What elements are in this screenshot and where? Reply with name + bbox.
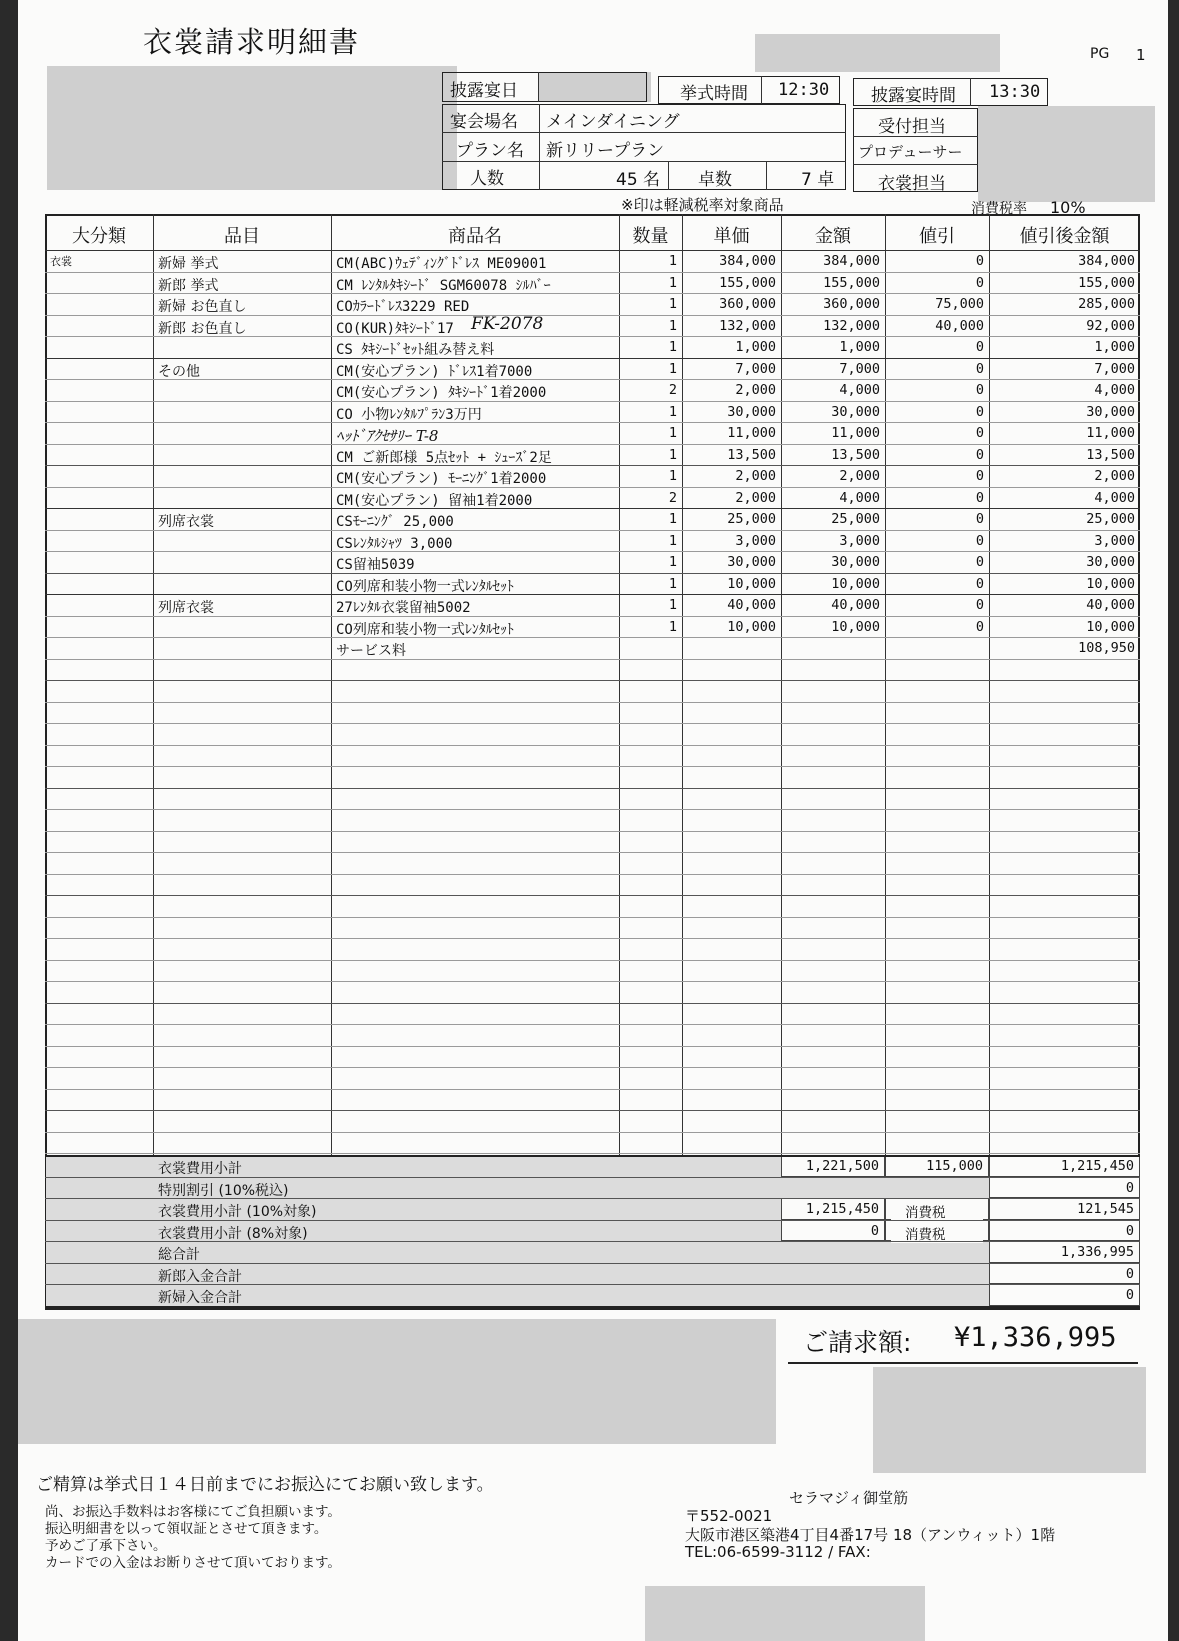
cell-disc: 0 <box>975 360 984 377</box>
cell-qty: 1 <box>668 403 677 420</box>
cell-product: CM(安心プラン) ﾄﾞﾚｽ1着7000 <box>336 363 533 380</box>
cell-cat: 衣裳 <box>50 255 72 268</box>
producer-label: プロデューサー <box>858 143 963 161</box>
cell-amount: 384,000 <box>823 253 880 269</box>
summary-net: 0 <box>995 1287 1134 1303</box>
reception-time-label: 披露宴時間 <box>871 86 956 106</box>
cell-disc: 40,000 <box>935 317 984 334</box>
total-amount: ¥1,336,995 <box>954 1322 1117 1353</box>
cell-unit: 30,000 <box>727 403 776 420</box>
redacted-block <box>47 66 457 190</box>
summary-net: 1,336,995 <box>995 1244 1134 1260</box>
cell-amount: 155,000 <box>823 274 880 291</box>
cell-qty: 1 <box>668 317 677 334</box>
cell-product: CM(安心プラン) ﾀｷｼｰﾄﾞ1着2000 <box>336 385 547 401</box>
redacted-block <box>645 1586 925 1641</box>
cell-net: 30,000 <box>1086 554 1135 570</box>
cell-disc: 75,000 <box>935 296 984 312</box>
cell-qty: 1 <box>668 511 677 527</box>
cell-item: 新郎 お色直し <box>158 320 247 337</box>
summary-net: 1,215,450 <box>995 1158 1134 1174</box>
cell-net: 3,000 <box>1094 532 1135 549</box>
cell-disc: 0 <box>975 511 984 527</box>
summary-label: 総合計 <box>158 1247 200 1263</box>
cell-amount: 30,000 <box>831 403 880 420</box>
cell-qty: 1 <box>668 274 677 291</box>
cell-qty: 1 <box>668 575 677 592</box>
reception-staff-label: 受付担当 <box>878 117 946 137</box>
column-header: 商品名 <box>448 226 502 247</box>
company-name: セラマジィ御堂筋 <box>789 1489 909 1507</box>
guests-value: 45 名 <box>616 170 661 190</box>
reception-date-label: 披露宴日 <box>450 81 518 101</box>
summary-label: 新婦入金合計 <box>158 1290 242 1306</box>
cell-net: 108,950 <box>1078 640 1135 656</box>
cell-product: CS ﾀｷｼｰﾄﾞｾｯﾄ組み替え料 <box>336 342 495 358</box>
column-header: 大分類 <box>72 226 126 247</box>
cell-unit: 2,000 <box>735 468 776 484</box>
cell-qty: 1 <box>668 296 677 312</box>
venue-value: メインダイニング <box>546 112 680 132</box>
cell-unit: 10,000 <box>727 575 776 592</box>
cell-unit: 30,000 <box>727 554 776 570</box>
cell-amount: 11,000 <box>831 425 880 441</box>
cell-net: 40,000 <box>1086 597 1135 613</box>
summary-disc: 115,000 <box>891 1158 983 1174</box>
ceremony-time-value: 12:30 <box>778 80 830 100</box>
cell-product: CM ご新郎様 5点ｾｯﾄ + ｼｭｰｽﾞ2足 <box>336 449 552 466</box>
cell-product: サービス料 <box>336 643 406 659</box>
cell-qty: 1 <box>668 618 677 635</box>
cell-net: 10,000 <box>1086 575 1135 592</box>
summary-net: 0 <box>995 1266 1134 1282</box>
cell-disc: 0 <box>975 532 984 549</box>
cell-disc: 0 <box>975 575 984 592</box>
summary-amount: 0 <box>787 1223 879 1239</box>
reception-time-value: 13:30 <box>989 82 1041 102</box>
cell-net: 25,000 <box>1086 511 1135 527</box>
cell-item: 新郎 挙式 <box>158 277 219 294</box>
cell-amount: 4,000 <box>839 382 880 398</box>
cell-qty: 1 <box>668 532 677 549</box>
cell-unit: 10,000 <box>727 618 776 635</box>
summary-label: 衣裳費用小計 <box>158 1161 242 1177</box>
cell-disc: 0 <box>975 274 984 291</box>
cell-qty: 2 <box>668 382 677 398</box>
cell-disc: 0 <box>975 446 984 463</box>
cell-product: CO(KUR)ﾀｷｼｰﾄﾞ17 <box>336 320 454 337</box>
cell-unit: 11,000 <box>727 425 776 441</box>
cell-net: 384,000 <box>1078 253 1135 269</box>
cell-amount: 1,000 <box>839 339 880 355</box>
cell-item: 新婦 お色直し <box>158 299 247 315</box>
cell-unit: 3,000 <box>735 532 776 549</box>
cell-amount: 3,000 <box>839 532 880 549</box>
cell-product: CM(ABC)ｳｪﾃﾞｨﾝｸﾞﾄﾞﾚｽ ME09001 <box>336 256 547 272</box>
company-postal: 〒552-0021 <box>685 1507 773 1525</box>
summary-label: 衣裳費用小計 (10%対象) <box>158 1204 317 1220</box>
column-header: 単価 <box>713 226 750 247</box>
cell-amount: 10,000 <box>831 618 880 635</box>
summary-disc: 消費税 <box>891 1223 983 1243</box>
cell-qty: 2 <box>668 489 677 506</box>
payment-notice: ご精算は挙式日１４日前までにお振込にてお願い致します。 <box>36 1475 494 1495</box>
cell-unit: 40,000 <box>727 597 776 613</box>
redacted-block <box>755 34 1000 72</box>
redacted-block <box>873 1367 1146 1473</box>
page-label: PG <box>1090 46 1110 62</box>
cell-product: CSﾓｰﾆﾝｸﾞ 25,000 <box>336 514 454 530</box>
footer-note: カードでの入金はお断りさせて頂いております。 <box>45 1555 341 1571</box>
column-header: 値引 <box>919 226 955 247</box>
guests-label: 人数 <box>470 169 504 189</box>
cell-unit: 384,000 <box>719 253 776 269</box>
cell-qty: 1 <box>668 597 677 613</box>
cell-qty: 1 <box>668 360 677 377</box>
cell-unit: 25,000 <box>727 511 776 527</box>
cell-disc: 0 <box>975 382 984 398</box>
summary-disc: 消費税 <box>891 1201 983 1221</box>
cell-product: 27ﾚﾝﾀﾙ衣裳留袖5002 <box>336 600 471 616</box>
cell-amount: 40,000 <box>831 597 880 613</box>
company-address: 大阪市港区築港4丁目4番17号 18（アンウィット）1階 <box>685 1526 1056 1544</box>
summary-label: 特別割引 (10%税込) <box>158 1182 289 1199</box>
cell-disc: 0 <box>975 339 984 355</box>
cell-product: CM(安心プラン) ﾓｰﾆﾝｸﾞ1着2000 <box>336 471 547 487</box>
total-label: ご請求額: <box>803 1328 912 1357</box>
summary-amount: 1,215,450 <box>787 1201 879 1217</box>
cell-unit: 132,000 <box>719 317 776 334</box>
cell-product: CO 小物ﾚﾝﾀﾙﾌﾟﾗﾝ3万円 <box>336 406 482 423</box>
cell-item: その他 <box>158 363 200 380</box>
footer-note: 尚、お振込手数料はお客様にてご負担願います。 <box>45 1504 341 1520</box>
cell-net: 92,000 <box>1086 317 1135 334</box>
redacted-block <box>978 106 1155 202</box>
summary-label: 衣裳費用小計 (8%対象) <box>158 1225 308 1242</box>
tables-value: 7 卓 <box>801 170 835 190</box>
cell-net: 7,000 <box>1094 360 1135 377</box>
cell-qty: 1 <box>668 253 677 269</box>
cell-unit: 2,000 <box>735 382 776 398</box>
cell-disc: 0 <box>975 468 984 484</box>
cell-product: CM(安心プラン) 留袖1着2000 <box>336 492 533 509</box>
tax-rate-label: 消費税率 <box>971 201 1027 217</box>
cell-amount: 25,000 <box>831 511 880 527</box>
cell-product: CM ﾚﾝﾀﾙﾀｷｼｰﾄﾞ SGM60078 ｼﾙﾊﾞｰ <box>336 277 551 294</box>
cell-qty: 1 <box>668 425 677 441</box>
cell-unit: 2,000 <box>735 489 776 506</box>
cell-net: 11,000 <box>1086 425 1135 441</box>
summary-net: 121,545 <box>995 1201 1134 1217</box>
cell-net: 155,000 <box>1078 274 1135 291</box>
cell-qty: 1 <box>668 554 677 570</box>
costume-staff-label: 衣裳担当 <box>878 174 946 194</box>
cell-item: 新婦 挙式 <box>158 256 219 272</box>
cell-qty: 1 <box>668 468 677 484</box>
cell-unit: 360,000 <box>719 296 776 312</box>
cell-product: CSﾚﾝﾀﾙｼｬﾂ 3,000 <box>336 535 453 552</box>
ceremony-time-label: 挙式時間 <box>680 84 748 104</box>
page-number: 1 <box>1136 46 1146 64</box>
cell-net: 4,000 <box>1094 382 1135 398</box>
cell-disc: 0 <box>975 597 984 613</box>
footer-note: 振込明細書を以って領収証とさせて頂きます。 <box>45 1521 328 1537</box>
cell-product: COｶﾗｰﾄﾞﾚｽ3229 RED <box>336 299 470 315</box>
cell-disc: 0 <box>975 403 984 420</box>
column-header: 値引後金額 <box>1019 226 1110 247</box>
cell-qty: 1 <box>668 339 677 355</box>
summary-amount: 1,221,500 <box>787 1158 879 1174</box>
reduced-tax-note: ※印は軽減税率対象商品 <box>621 196 784 214</box>
cell-amount: 7,000 <box>839 360 880 377</box>
cell-unit: 13,500 <box>727 446 776 463</box>
cell-amount: 2,000 <box>839 468 880 484</box>
cell-amount: 132,000 <box>823 317 880 334</box>
cell-net: 30,000 <box>1086 403 1135 420</box>
handwritten-note: FK-2078 <box>471 313 544 334</box>
plan-label: プラン名 <box>456 141 524 161</box>
cell-disc: 0 <box>975 253 984 269</box>
cell-item: 列席衣裳 <box>158 514 214 530</box>
cell-unit: 155,000 <box>719 274 776 291</box>
cell-amount: 30,000 <box>831 554 880 570</box>
cell-disc: 0 <box>975 425 984 441</box>
cell-disc: 0 <box>975 618 984 635</box>
summary-label: 新郎入金合計 <box>158 1268 242 1285</box>
invoice-paper <box>18 0 1168 1641</box>
cell-item: 列席衣裳 <box>158 600 214 616</box>
cell-product: ﾍｯﾄﾞｱｸｾｻﾘｰ T-8 <box>336 427 439 445</box>
cell-product: CO列席和装小物一式ﾚﾝﾀﾙｾｯﾄ <box>336 621 514 638</box>
document-title: 衣裳請求明細書 <box>143 25 361 59</box>
cell-disc: 0 <box>975 489 984 506</box>
cell-net: 1,000 <box>1094 339 1135 355</box>
company-tel: TEL:06-6599-3112 / FAX: <box>685 1543 871 1561</box>
tax-rate-value: 10% <box>1050 198 1086 217</box>
venue-label: 宴会場名 <box>450 112 518 132</box>
cell-disc: 0 <box>975 554 984 570</box>
tables-label: 卓数 <box>698 170 732 190</box>
cell-net: 2,000 <box>1094 468 1135 484</box>
summary-net: 0 <box>995 1223 1134 1239</box>
cell-net: 13,500 <box>1086 446 1135 463</box>
column-header: 数量 <box>632 226 669 247</box>
footer-note: 予めご了承下さい。 <box>45 1538 167 1554</box>
cell-net: 4,000 <box>1094 489 1135 506</box>
redacted-block <box>18 1319 776 1444</box>
plan-value: 新リリープラン <box>546 141 665 161</box>
cell-product: CO列席和装小物一式ﾚﾝﾀﾙｾｯﾄ <box>336 578 514 595</box>
cell-unit: 1,000 <box>735 339 776 355</box>
cell-product: CS留袖5039 <box>336 557 415 573</box>
cell-net: 10,000 <box>1086 618 1135 635</box>
cell-qty: 1 <box>668 446 677 463</box>
cell-net: 285,000 <box>1078 296 1135 312</box>
column-header: 金額 <box>815 226 851 247</box>
cell-unit: 7,000 <box>735 360 776 377</box>
cell-amount: 13,500 <box>831 446 880 463</box>
cell-amount: 4,000 <box>839 489 880 506</box>
column-header: 品目 <box>224 226 260 247</box>
cell-amount: 10,000 <box>831 575 880 592</box>
cell-amount: 360,000 <box>823 296 880 312</box>
summary-net: 0 <box>995 1180 1134 1196</box>
